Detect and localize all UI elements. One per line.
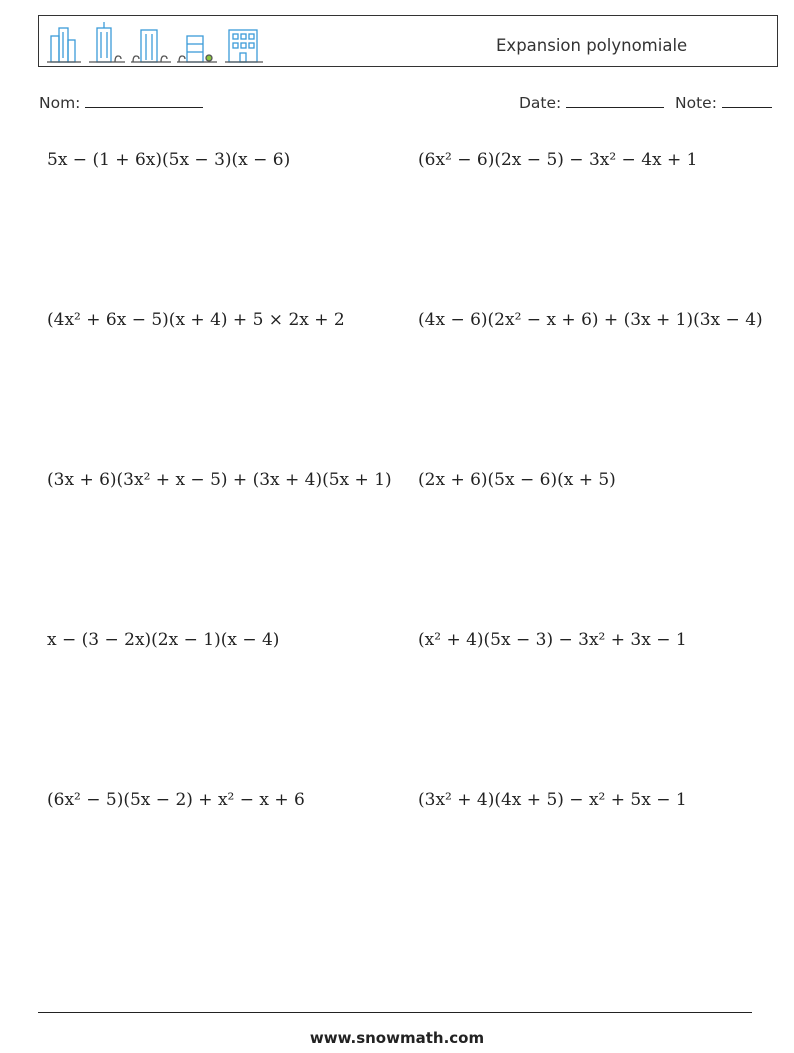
problem-7: x − (3 − 2x)(2x − 1)(x − 4) [47, 630, 280, 650]
problem-5: (3x + 6)(3x² + x − 5) + (3x + 4)(5x + 1) [47, 470, 392, 490]
grade-field[interactable] [675, 93, 772, 112]
problem-6: (2x + 6)(5x − 6)(x + 5) [418, 470, 616, 490]
problem-9: (6x² − 5)(5x − 2) + x² − x + 6 [47, 790, 305, 810]
problem-3: (4x² + 6x − 5)(x + 4) + 5 × 2x + 2 [47, 310, 345, 330]
problem-10: (3x² + 4)(4x + 5) − x² + 5x − 1 [418, 790, 687, 810]
grade-blank[interactable] [722, 93, 772, 108]
problem-1: 5x − (1 + 6x)(5x − 3)(x − 6) [47, 150, 291, 170]
problem-2: (6x² − 6)(2x − 5) − 3x² − 4x + 1 [418, 150, 698, 170]
worksheet-header [38, 15, 778, 67]
tower-icon [89, 22, 125, 62]
city-buildings-illustration [47, 22, 287, 64]
apartment-building-icon [225, 30, 263, 62]
grade-label: Note: [675, 94, 717, 112]
date-label: Date: [519, 94, 562, 112]
worksheet-title: Expansion polynomiale [496, 36, 688, 55]
name-blank[interactable] [85, 93, 203, 108]
small-building-icon [177, 36, 217, 62]
date-blank[interactable] [566, 93, 664, 108]
building-cluster-icon [47, 28, 81, 62]
footer-divider [38, 1012, 752, 1013]
problem-8: (x² + 4)(5x − 3) − 3x² + 3x − 1 [418, 630, 687, 650]
problem-4: (4x − 6)(2x² − x + 6) + (3x + 1)(3x − 4) [418, 310, 763, 330]
date-field[interactable] [519, 93, 664, 112]
name-label: Nom: [39, 94, 81, 112]
office-building-icon [131, 30, 171, 62]
name-field[interactable] [39, 93, 203, 112]
footer-website[interactable]: www.snowmath.com [309, 1029, 485, 1047]
